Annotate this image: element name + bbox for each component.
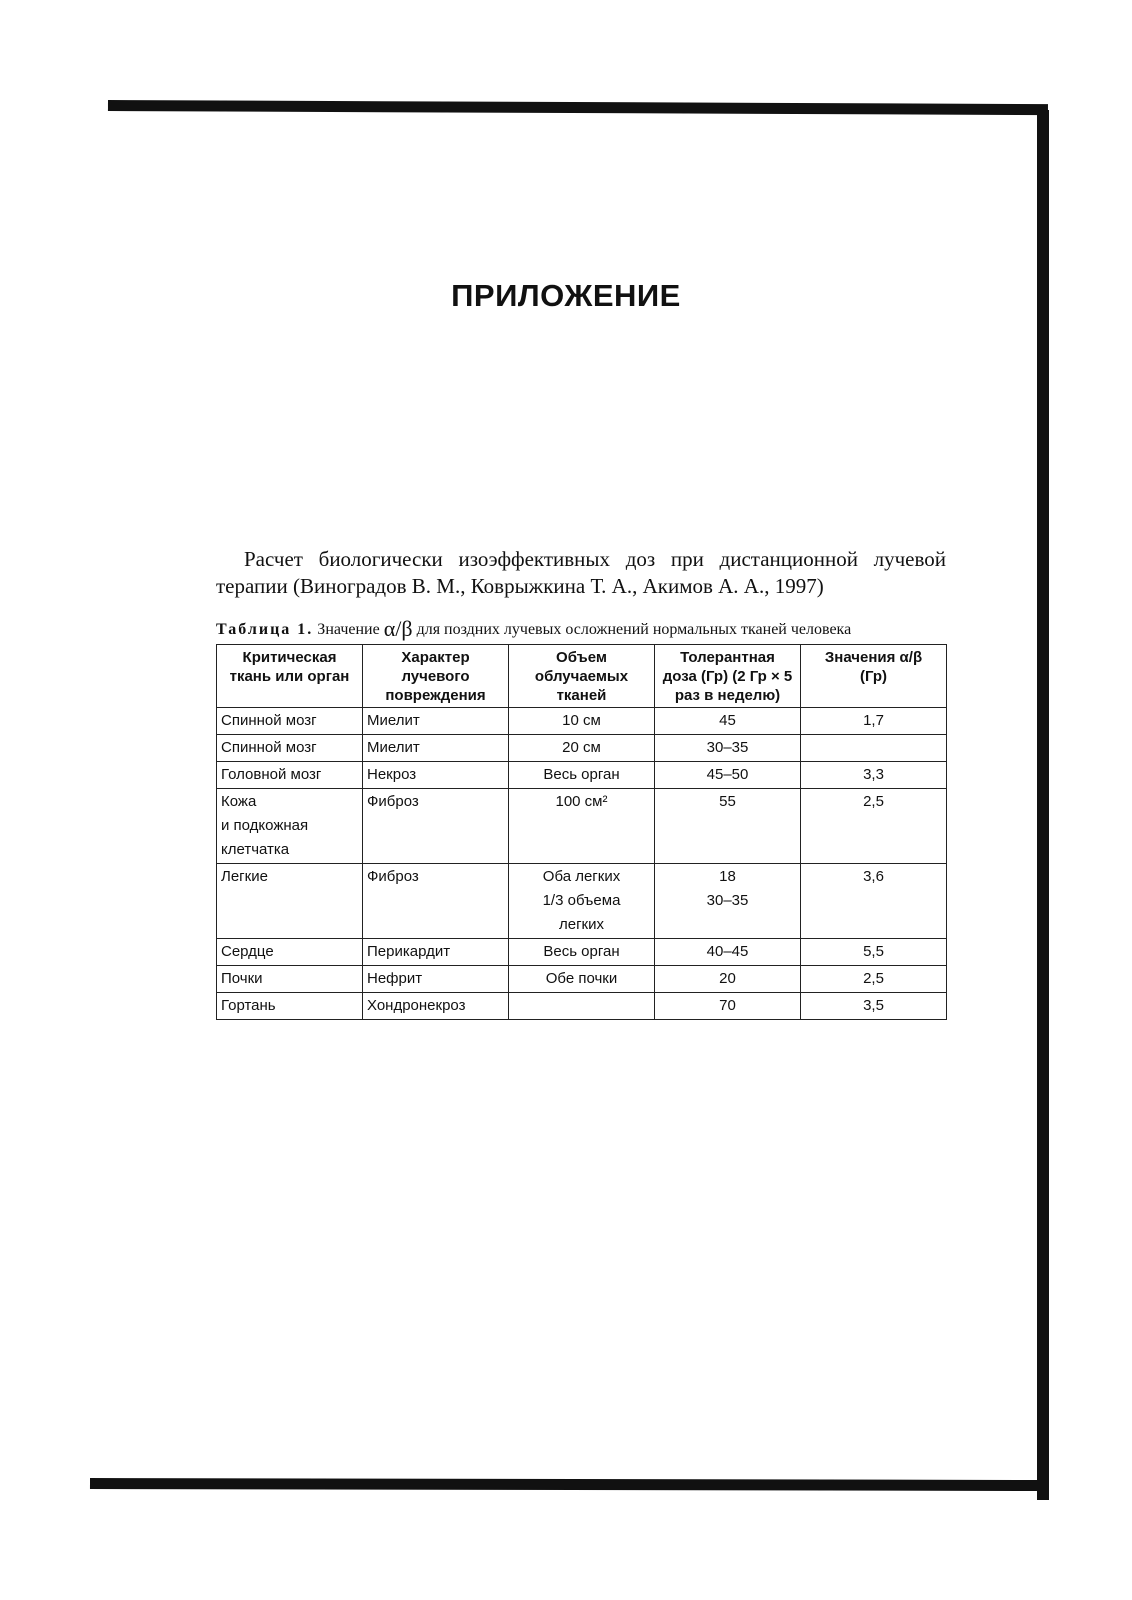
cell-dose: 30–35	[655, 735, 801, 762]
cell-ab: 2,5	[801, 789, 947, 864]
cell-damage: Некроз	[363, 762, 509, 789]
cell-organ: Спинной мозг	[217, 735, 363, 762]
cell-volume: Обе почки	[509, 966, 655, 993]
page-title: ПРИЛОЖЕНИЕ	[451, 278, 681, 313]
cell-damage: Миелит	[363, 708, 509, 735]
cell-ab: 2,5	[801, 966, 947, 993]
cell-damage: Фиброз	[363, 789, 509, 864]
cell-volume: Оба легких 1/3 объема легких	[509, 864, 655, 939]
table-row	[217, 762, 947, 789]
cell-volume: Весь орган	[509, 762, 655, 789]
cell-organ: Головной мозг	[217, 762, 363, 789]
header-organ: Критическая ткань или орган	[217, 645, 363, 708]
cell-dose: 55	[655, 789, 801, 864]
cell-ab	[801, 735, 947, 762]
tolerance-table	[216, 644, 947, 1020]
cell-dose: 45	[655, 708, 801, 735]
cell-dose: 70	[655, 993, 801, 1020]
table-caption-label: Таблица 1.	[216, 621, 314, 638]
table-caption-symbol: α/β	[383, 616, 413, 641]
table-caption-suffix: для поздних лучевых осложнений нормальных тканей человека	[416, 621, 852, 638]
cell-volume	[509, 993, 655, 1020]
table-row	[217, 993, 947, 1020]
cell-dose: 40–45	[655, 939, 801, 966]
intro-paragraph: Расчет биологически изоэффективных доз при дистанционной лучевой терапии (Виноградов В. М., Коврыжкина Т. А., Акимов А. А., 1997)	[216, 547, 946, 598]
cell-damage: Перикардит	[363, 939, 509, 966]
cell-dose: 20	[655, 966, 801, 993]
table-row	[217, 708, 947, 735]
header-alpha-beta: Значения α/β (Гр)	[801, 645, 947, 708]
cell-ab: 3,3	[801, 762, 947, 789]
cell-damage: Фиброз	[363, 864, 509, 939]
cell-dose: 18 30–35	[655, 864, 801, 939]
cell-organ: Почки	[217, 966, 363, 993]
cell-ab: 1,7	[801, 708, 947, 735]
cell-volume: 20 см	[509, 735, 655, 762]
cell-dose: 45–50	[655, 762, 801, 789]
table-row	[217, 939, 947, 966]
table-header-row	[217, 645, 947, 708]
cell-damage: Хондронекроз	[363, 993, 509, 1020]
cell-ab: 3,6	[801, 864, 947, 939]
cell-volume: 100 см²	[509, 789, 655, 864]
table-row	[217, 735, 947, 762]
cell-damage: Миелит	[363, 735, 509, 762]
cell-damage: Нефрит	[363, 966, 509, 993]
cell-organ: Легкие	[217, 864, 363, 939]
cell-volume: Весь орган	[509, 939, 655, 966]
cell-ab: 5,5	[801, 939, 947, 966]
frame-right-rule	[1037, 110, 1049, 1500]
cell-organ: Спинной мозг	[217, 708, 363, 735]
table-row	[217, 789, 947, 864]
header-volume: Объем облучаемых тканей	[509, 645, 655, 708]
table-row	[217, 864, 947, 939]
cell-volume: 10 см	[509, 708, 655, 735]
header-dose: Толерантная доза (Гр) (2 Гр × 5 раз в неделю)	[655, 645, 801, 708]
cell-organ: Гортань	[217, 993, 363, 1020]
table-caption-prefix: Значение	[317, 621, 380, 638]
header-damage: Характер лучевого повреждения	[363, 645, 509, 708]
frame-top-rule	[108, 100, 1048, 115]
cell-organ: Сердце	[217, 939, 363, 966]
cell-organ: Кожа и подкожная клетчатка	[217, 789, 363, 864]
table-row	[217, 966, 947, 993]
cell-ab: 3,5	[801, 993, 947, 1020]
table-caption	[216, 616, 956, 641]
frame-bottom-rule	[90, 1478, 1048, 1491]
